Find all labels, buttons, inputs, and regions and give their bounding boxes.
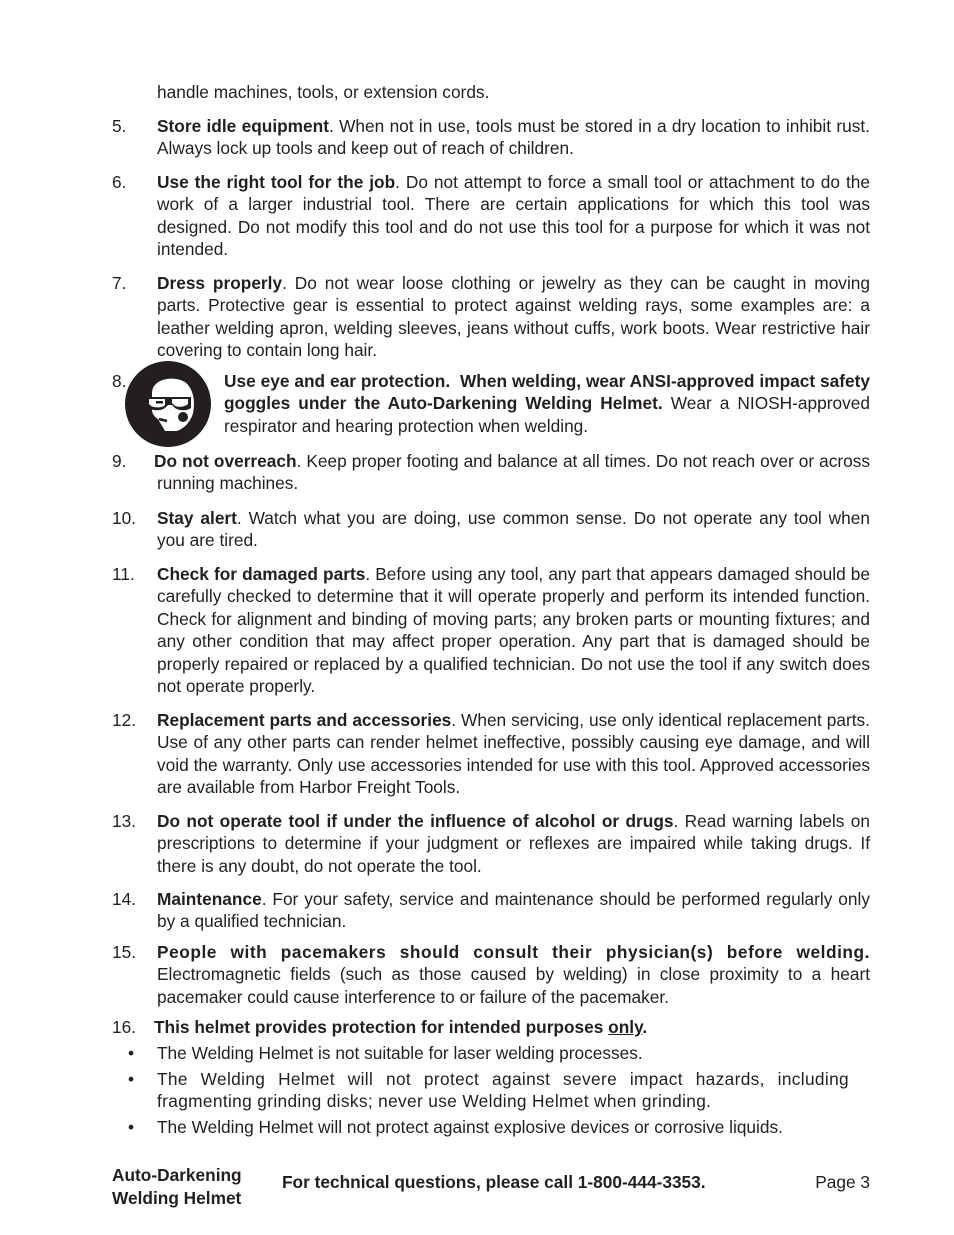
bullet-item: The Welding Helmet is not suitable for laser welding processes. bbox=[157, 1043, 643, 1063]
item-number: 15. bbox=[112, 942, 137, 962]
item-number: 7. bbox=[112, 273, 127, 293]
item-number: 11. bbox=[112, 564, 135, 584]
item-title-emphasis: When welding, wear ANSI-approved impact safety goggles under the Auto-Darkening Welding Helmet. bbox=[224, 371, 870, 414]
bullet-symbol: • bbox=[128, 1069, 135, 1089]
item-body: Use eye and ear protection. When welding, wear ANSI-approved impact safety goggles under the Auto-Darkening Welding Helmet. Wear a NIOSH-approved respirator and hearing protection when welding. bbox=[224, 371, 870, 436]
item-title: People with pacemakers should consult their physician(s) before welding. bbox=[157, 942, 870, 962]
bullet-item: The Welding Helmet will not protect against severe impact hazards, including fragmenting grinding disks; never use Welding Helmet when grinding. bbox=[157, 1069, 849, 1112]
item-title: Use eye and ear protection bbox=[224, 371, 446, 391]
item-body bbox=[157, 563, 870, 697]
item-text: . Do not attempt to force a small tool or attachment to do the work of a larger industrial tool. There are certain applications for which this tool was designed. Do not modify this tool and do not use this tool for a purpose for which it was not intended. bbox=[157, 172, 870, 260]
item-title: Use the right tool for the job bbox=[157, 172, 396, 192]
item-title: Dress properly bbox=[157, 273, 283, 293]
item-title: Maintenance bbox=[157, 889, 262, 909]
item-text: . When servicing, use only identical replacement parts. Use of any other parts can render helmet ineffective, possibly causing eye damage, and will void the warranty. Only use accessories intended for use with this tool. Approved accessories are available from Harbor Freight Tools. bbox=[157, 710, 870, 798]
item-title: Store idle equipment bbox=[157, 116, 329, 136]
item-text: . Keep proper footing and balance at all times. Do not reach over or across running machines. bbox=[157, 451, 871, 494]
item-number: 6. bbox=[112, 172, 127, 192]
item-body bbox=[157, 507, 870, 552]
footer-product-name bbox=[112, 1164, 242, 1210]
item-body bbox=[154, 450, 871, 495]
bullet-item: The Welding Helmet will not protect against explosive devices or corrosive liquids. bbox=[157, 1117, 783, 1137]
page-number: Page 3 bbox=[815, 1172, 870, 1192]
item-body bbox=[157, 810, 870, 877]
bullet-symbol: • bbox=[128, 1117, 135, 1137]
item-number: 16. bbox=[112, 1017, 137, 1037]
item-number: 5. bbox=[112, 116, 127, 136]
item-number: 13. bbox=[112, 811, 137, 831]
item-text: . Before using any tool, any part that appears damaged should be carefully checked to determine that it will operate properly and perform its intended function. Check for alignment and binding of moving parts; any broken parts or mounting fixtures; and any other condition that may affect proper operation. Any part that is damaged should be properly repaired or replaced by a qualified technician. Do not use the tool if any switch does not operate properly. bbox=[157, 564, 870, 697]
item-body bbox=[154, 1016, 867, 1038]
item-number: 8. bbox=[112, 371, 127, 391]
safety-goggles-icon bbox=[125, 361, 211, 447]
item-title: Stay alert bbox=[157, 508, 237, 528]
item-text: . Read warning labels on prescriptions to determine if your judgment or reflexes are impaired while taking drugs. If there is any doubt, do not operate the tool. bbox=[157, 811, 870, 876]
item-title: Replacement parts and accessories bbox=[157, 710, 452, 730]
item-number: 14. bbox=[112, 889, 137, 909]
item-text: . For your safety, service and maintenance should be performed regularly only by a qualified technician. bbox=[157, 889, 870, 932]
item-body bbox=[157, 115, 870, 160]
item-text: Electromagnetic fields (such as those caused by welding) in close proximity to a heart pacemaker could cause interference to or failure of the pacemaker. bbox=[157, 964, 870, 1007]
item-title: This helmet provides protection for intended purposes bbox=[154, 1017, 609, 1037]
continuation-text: handle machines, tools, or extension cords. bbox=[157, 82, 490, 102]
footer-product-line: Auto-Darkening bbox=[112, 1165, 242, 1185]
item-text: . When not in use, tools must be stored in a dry location to inhibit rust. Always lock up tools and keep out of reach of children. bbox=[157, 116, 870, 159]
item-text: . Do not wear loose clothing or jewelry as they can be caught in moving parts. Protective gear is essential to protect against welding rays, some examples are: a leather welding apron, welding sleeves, jeans without cuffs, work boots. Wear restrictive hair covering to contain long hair. bbox=[157, 273, 871, 361]
item-text: Wear a NIOSH-approved respirator and hearing protection when welding. bbox=[224, 393, 870, 436]
footer-product-line: Welding Helmet bbox=[112, 1188, 242, 1208]
item-body bbox=[157, 171, 870, 261]
item-text: . Watch what you are doing, use common sense. Do not operate any tool when you are tired. bbox=[157, 508, 870, 551]
item-body bbox=[157, 888, 870, 933]
item-body bbox=[157, 941, 870, 1008]
item-number: 9. bbox=[112, 451, 127, 471]
item-body bbox=[157, 272, 870, 362]
bullet-symbol: • bbox=[128, 1043, 135, 1063]
item-title: Do not operate tool if under the influence of alcohol or drugs bbox=[157, 811, 674, 831]
item-title: Check for damaged parts bbox=[157, 564, 366, 584]
footer-contact: For technical questions, please call 1-800-444-3353. bbox=[282, 1172, 706, 1192]
item-number: 12. bbox=[112, 710, 137, 730]
item-title: Do not overreach bbox=[154, 451, 297, 471]
item-title-underlined: only bbox=[608, 1017, 643, 1037]
item-body bbox=[157, 709, 870, 799]
item-number: 10. bbox=[112, 508, 137, 528]
item-title-end: . bbox=[642, 1017, 648, 1037]
